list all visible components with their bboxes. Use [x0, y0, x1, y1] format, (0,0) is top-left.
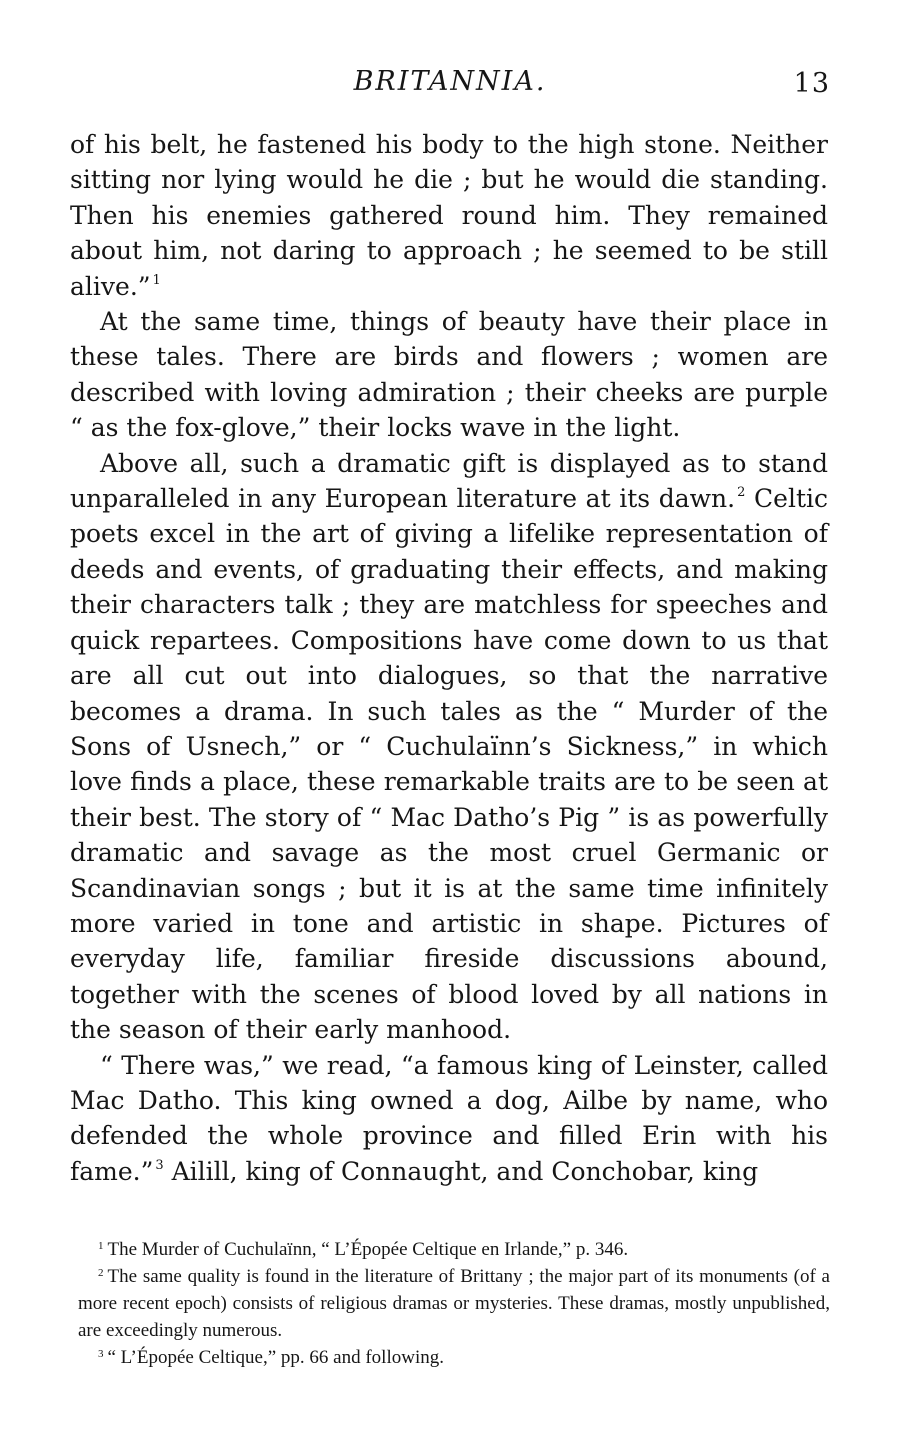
footnote-1	[78, 1236, 830, 1263]
page-number: 13	[793, 68, 830, 99]
paragraph-3-text-b: Celtic poets excel in the art of giving a lifelike representation of deeds and events, of graduating their effects, and making their characters talk ; they are matchless for speeches and quick repartees. Compositions have come down to us that are all cut out into dialogues, so that the narrative becomes a drama. In such tales as the “ Murder of the Sons of Usnech,” or “ Cuchulaïnn’s Sickness,” in which love finds a place, these remarkable traits are to be seen at their best. The story of “ Mac Datho’s Pig ” is as powerfully dramatic and savage as the most cruel Germanic or Scandinavian songs ; but it is at the same time infinitely more varied in tone and artistic in shape. Pictures of everyday life, familiar fireside discussions abound, together with the scenes of blood loved by all nations in the season of their early manhood.	[70, 484, 828, 1045]
footnote-3-text: “ L’Épopée Celtique,” pp. 66 and following.	[107, 1347, 444, 1368]
paragraph-3	[70, 446, 828, 1048]
paragraph-2	[70, 304, 828, 446]
footnote-ref-1: 1	[152, 272, 161, 288]
footnote-3	[78, 1344, 830, 1371]
paragraph-1-text: of his belt, he fastened his body to the high stone. Neither sitting nor lying would he die ; but he would die standing. Then his enemies gathered round him. They remained about him, not daring to approach ; he seemed to be still alive.”	[70, 130, 828, 301]
footnote-3-mark: 3	[98, 1348, 104, 1360]
paragraph-4	[70, 1048, 828, 1190]
paragraph-2-text: At the same time, things of beauty have their place in these tales. There are birds and flowers ; women are described with loving admiration ; their cheeks are purple “ as the fox-glove,” their locks wave in the light.	[70, 307, 828, 443]
footnote-ref-2: 2	[737, 485, 746, 501]
footnote-ref-3: 3	[155, 1157, 164, 1173]
footnote-2-mark: 2	[98, 1267, 104, 1279]
paragraph-1	[70, 127, 828, 304]
footnotes	[78, 1236, 830, 1371]
running-title: BRITANNIA.	[353, 66, 547, 97]
paragraph-4-text-a: “ There was,” we read, “a famous king of Leinster, called Mac Datho. This king owned a dog, Ailbe by name, who defended the whole province and filled Erin with his fame.”	[70, 1050, 828, 1186]
paragraph-3-text-a: Above all, such a dramatic gift is displayed as to stand unparalleled in any European literature at its dawn.	[70, 448, 828, 514]
paragraph-4-text-b: Ailill, king of Connaught, and Conchobar, king	[171, 1156, 759, 1186]
footnote-2	[78, 1263, 830, 1344]
running-head	[70, 62, 830, 102]
body-text	[70, 127, 828, 1189]
footnote-2-text: The same quality is found in the literature of Brittany ; the major part of its monuments (of a more recent epoch) consists of religious dramas or mysteries. These dramas, mostly unpublished, are exceedingly numerous.	[78, 1266, 830, 1341]
footnote-1-text: The Murder of Cuchulaïnn, “ L’Épopée Celtique en Irlande,” p. 346.	[107, 1239, 629, 1260]
footnote-1-mark: 1	[98, 1240, 104, 1252]
